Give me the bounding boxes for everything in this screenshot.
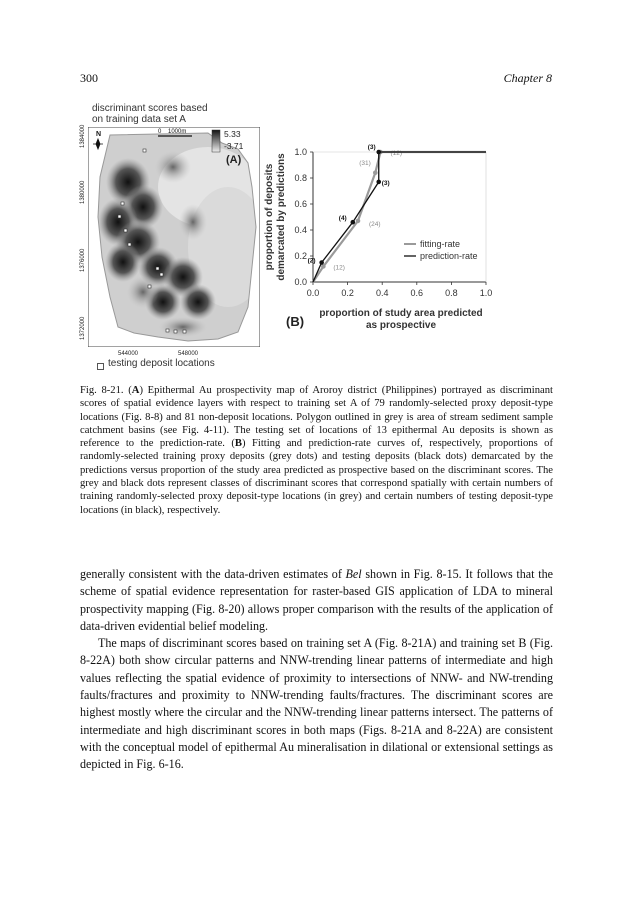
- point-label: (3): [367, 144, 376, 151]
- caption-a-label: A: [131, 385, 140, 396]
- paragraph-2: The maps of discriminant scores based on training set A (Fig. 8-21A) and training set B (Fig. 8-22A) both show circular patterns and NNW-trending linear patterns of intermediate and high values reflecting the spatial evidence of proximity to intersections of NNW- and NW-trending faults/fractures and proximity to NNW-trending faults/fractures. The discriminant scores are highest mostly where the circular and the NNW-trending linear patterns intersect. The patterns of intermediate and high discriminant scores in both maps (Figs. 8-21A and 8-22A) are consistent with the conceptual model of epithermal Au mineralisation in dilational or extensional settings as depicted in Fig. 6-16.: [80, 636, 553, 772]
- p1-italic: Bel: [345, 567, 362, 581]
- series-point-fitting-rate: [356, 219, 361, 224]
- series-point-prediction-rate: [319, 260, 324, 265]
- point-label: (12): [333, 264, 345, 272]
- map-y-tick: 1380000: [80, 180, 86, 204]
- caption-b-label: B: [234, 438, 242, 450]
- body-text: [80, 566, 553, 774]
- point-label: (12): [390, 150, 403, 157]
- prospectivity-map: [88, 127, 260, 347]
- fitting-prediction-chart: [258, 138, 508, 308]
- chart-x-axis-label: [318, 308, 484, 332]
- panel-label-a: (A): [226, 154, 242, 166]
- y-axis-label-line2: demarcated by predictions: [276, 153, 287, 281]
- y-axis-label-line1: proportion of deposits: [264, 163, 275, 271]
- y-tick-label: 0.6: [294, 199, 307, 209]
- legend-max: 5.33: [224, 129, 241, 139]
- testing-deposit-legend-label: testing deposit locations: [108, 358, 215, 369]
- testing-deposit-legend-icon: [97, 363, 104, 370]
- x-tick-label: 0.8: [445, 288, 458, 298]
- page-number: 300: [80, 71, 98, 85]
- y-tick-label: 0.2: [294, 251, 307, 261]
- scale-label: 1000m: [168, 129, 187, 135]
- x-tick-label: 0.6: [410, 288, 424, 298]
- map-title-line2: on training data set A: [92, 114, 186, 125]
- map-title: [92, 103, 208, 125]
- point-label: (31): [359, 159, 371, 167]
- x-tick-label: 0.2: [341, 288, 354, 298]
- figure-caption: Fig. 8-21. (A) Epithermal Au prospectivity map of Aroroy district (Philippines) portrayed as discriminant scores of spatial evidence layers with respect to training set A of 79 randomly-selected proxy deposit-type locations (Fig. 8-8) and 81 non-deposit locations. Polygon outlined in grey is area of stream sediment sample catchment basins (see Fig. 4-11). The testing set of locations of 13 epithermal Au deposits is shown as reference to the prediction-rate. (B) Fitting and prediction-rate curves of, respectively, proportions of randomly-selected training proxy deposits (grey dots) and testing deposits (black dots) demarcated by the predictions versus proportion of the study area predicted as prospective based on the discriminant scores. The grey and black dots represent classes of discriminant scores that correspond spatially with certain numbers of training randomly-selected proxy deposit-type locations (in grey) and certain numbers of testing deposit-type locations (in black), respectively.: [80, 385, 553, 516]
- series-point-prediction-rate: [376, 180, 381, 185]
- map-y-tick: 1376000: [80, 248, 86, 272]
- caption-b-text: Fitting and prediction-rate curves of, respectively, proportions of randomly-selected training proxy deposits (grey dots) and testing deposits (black dots) demarcated by the predictions versus proportion of the study area predicted as prospective based on the discriminant scores. The grey and black dots represent classes of discriminant scores that correspond spatially with certain numbers of training randomly-selected proxy deposit-type locations (in grey) and certain numbers of testing deposit-type locations (in black), respectively.: [80, 438, 553, 516]
- series-point-prediction-rate: [376, 150, 381, 155]
- p1-start: generally consistent with the data-driven estimates of: [80, 567, 346, 581]
- x-tick-label: 0.0: [306, 288, 320, 298]
- running-head: Chapter 8: [503, 71, 552, 85]
- caption-fig-label: Fig. 8-21.: [80, 385, 124, 396]
- legend-label-prediction-rate: prediction-rate: [420, 251, 478, 261]
- map-y-tick: 1384000: [80, 124, 86, 148]
- point-label: (4): [338, 215, 347, 223]
- x-label-line1: proportion of study area predicted: [319, 308, 483, 319]
- map-title-line1: discriminant scores based: [92, 103, 208, 114]
- y-tick-label: 0.8: [294, 173, 307, 183]
- north-label: N: [96, 131, 102, 138]
- legend-min: -3.71: [224, 141, 244, 151]
- map-y-tick: 1372000: [80, 316, 86, 340]
- p1-end: shown in Fig. 8-15. It follows that the scheme of spatial evidence representation for raster-based GIS application of LDA to mineral prospectivity mapping (Fig. 8-20) allows proper comparison with the results of the application of data-driven evidential belief modeling.: [80, 567, 553, 633]
- x-label-line2: as prospective: [365, 320, 437, 331]
- paragraph-1: [80, 566, 553, 635]
- map-x-tick: 544000: [118, 351, 139, 357]
- caption-a-text: Epithermal Au prospectivity map of Aroroy district (Philippines) portrayed as discriminant scores of spatial evidence layers with respect to training set A of 79 randomly-selected proxy deposit-type locations (Fig. 8-8) and 81 non-deposit locations. Polygon outlined in grey is area of stream sediment sample catchment basins (see Fig. 4-11). The testing set of locations of 13 epithermal Au deposits is shown as reference to the prediction-rate.: [80, 385, 553, 450]
- point-label: (2): [307, 257, 316, 265]
- panel-label-b: (B): [286, 314, 305, 329]
- series-point-prediction-rate: [350, 220, 355, 225]
- y-tick-label: 1.0: [294, 147, 307, 157]
- point-label: (24): [368, 220, 381, 228]
- x-tick-label: 0.4: [375, 288, 389, 298]
- scale-zero: 0: [158, 129, 162, 135]
- x-tick-label: 1.0: [479, 288, 493, 298]
- y-tick-label: 0.0: [294, 277, 307, 287]
- y-tick-label: 0.4: [294, 225, 307, 235]
- point-label: (3): [381, 179, 390, 187]
- series-point-fitting-rate: [373, 171, 378, 176]
- map-x-tick: 548000: [178, 351, 199, 357]
- legend-label-fitting-rate: fitting-rate: [420, 239, 461, 249]
